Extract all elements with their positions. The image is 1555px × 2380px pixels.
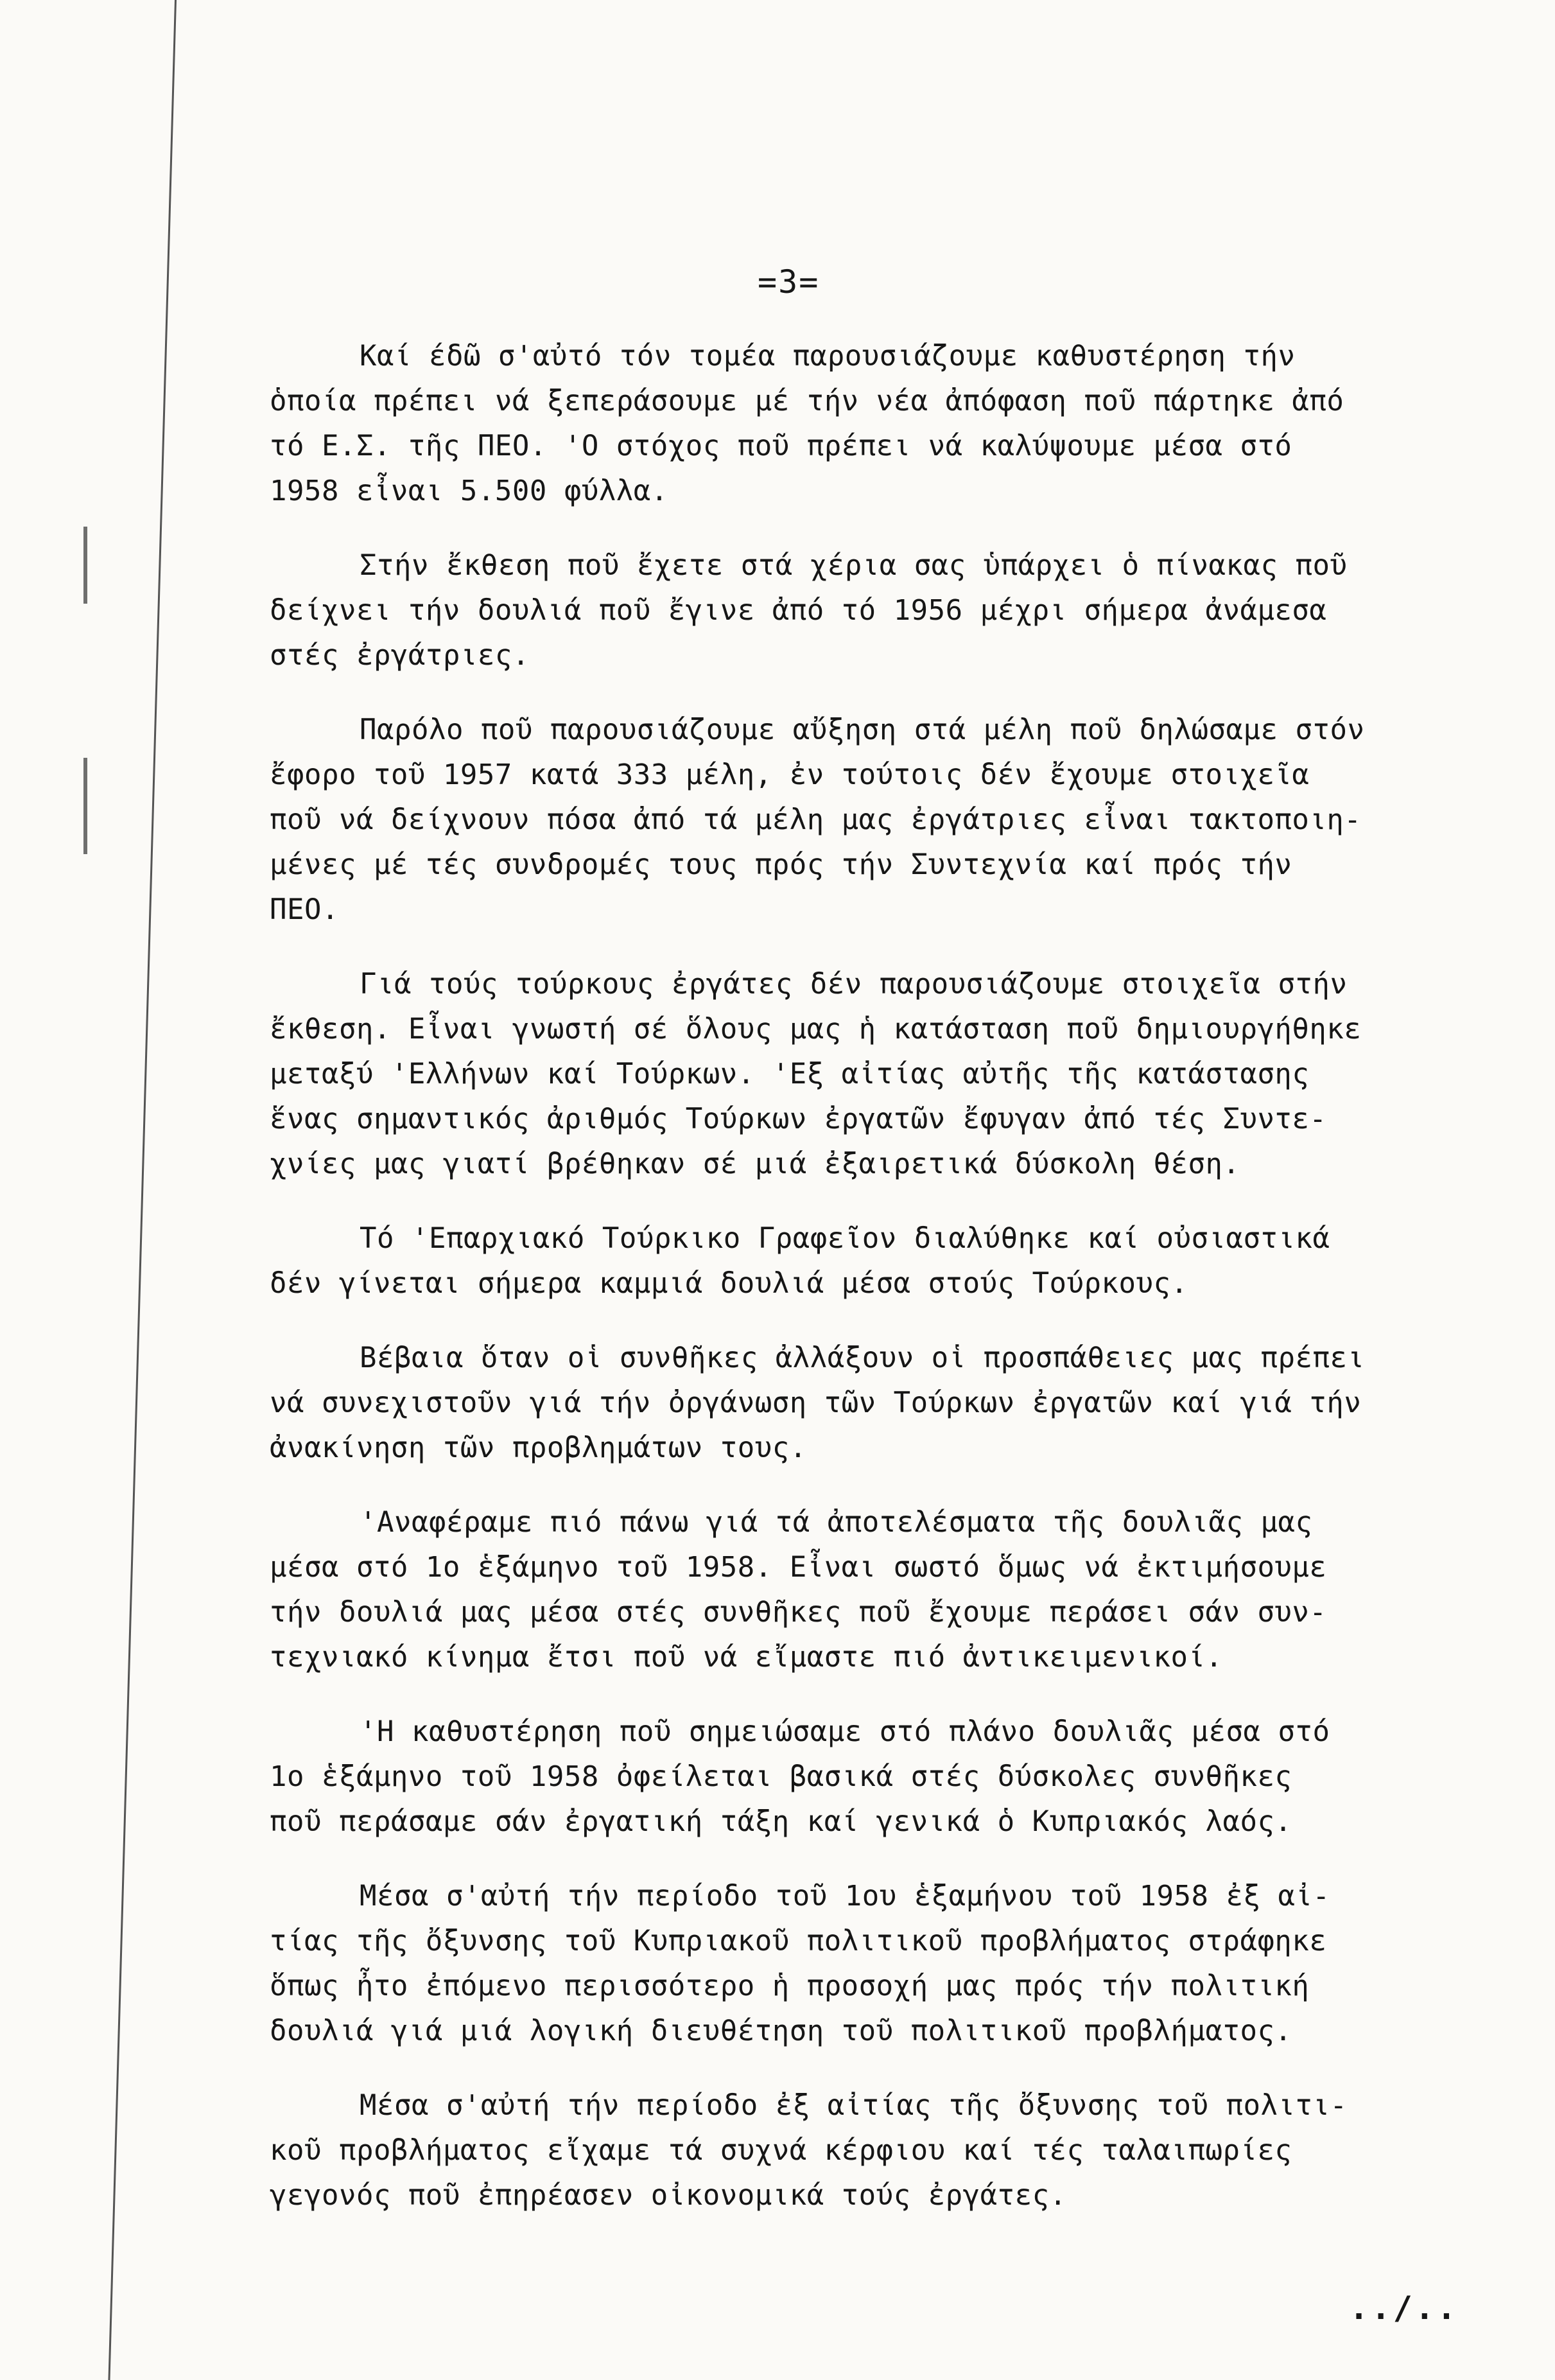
paragraph-6: Βέβαια ὅταν οἱ συνθῆκες ἀλλάξουν οἱ προσπάθειες μας πρέπει νά συνεχιστοῦν γιά τήν ὀργάνωση τῶν Τούρκων ἐργατῶν καί γιά τήν ἀνακίνηση τῶν προβλημάτων τους. — [270, 1342, 1365, 1464]
paragraph-1: Καί έδῶ σ'αὐτό τόν τομέα παρουσιάζουμε καθυστέρηση τήν ὁποία πρέπει νά ξεπεράσουμε μέ τήν νέα ἀπόφαση ποῦ πάρτηκε ἀπό τό Ε.Σ. τῆς ΠΕΟ. 'Ο στόχος ποῦ πρέπει νά καλύψουμε μέσα στό 1958 εἶναι 5.500 φύλλα. — [270, 340, 1344, 507]
paragraph-4: Γιά τούς τούρκους ἐργάτες δέν παρουσιάζουμε στοιχεῖα στήν ἔκθεση. Εἶναι γνωστή σέ ὅλους μας ἡ κατάσταση ποῦ δημιουργήθηκε μεταξύ 'Ελλήνων καί Τούρκων. 'Εξ αἰτίας αὐτῆς τῆς κατάστασης ἕνας σημαντικός ἀριθμός Τούρκων ἐργατῶν ἔφυγαν ἀπό τές Συντε- χνίες μας γιατί βρέθηκαν σέ μιά ἐξαιρετικά δύσκολη θέση. — [270, 968, 1362, 1180]
margin-rule-line — [108, 0, 177, 2380]
paragraph-9: Μέσα σ'αὐτή τήν περίοδο τοῦ 1ου ἑξαμήνου τοῦ 1958 ἐξ αἰ- τίας τῆς ὄξυνσης τοῦ Κυπριακοῦ πολιτικοῦ προβλήματος στράφηκε ὅπως ἦτο ἐπόμενο περισσότερο ἡ προσοχή μας πρός τήν πολιτική δουλιά γιά μιά λογική διευθέτηση τοῦ πολιτικοῦ προβλήματος. — [270, 1880, 1330, 2047]
paragraph-7: 'Αναφέραμε πιό πάνω γιά τά ἀποτελέσματα τῆς δουλιᾶς μας μέσα στό 1ο ἑξάμηνο τοῦ 1958. Εἶναι σωστό ὅμως νά ἐκτιμήσουμε τήν δουλιά μας μέσα στές συνθῆκες ποῦ ἔχουμε περάσει σάν συν- τεχνιακό κίνημα ἔτσι ποῦ νά εἴμαστε πιό ἀντικειμενικοί. — [270, 1506, 1327, 1674]
paragraph-8: 'Η καθυστέρηση ποῦ σημειώσαμε στό πλάνο δουλιᾶς μέσα στό 1ο ἑξάμηνο τοῦ 1958 ὀφείλεται βασικά στές δύσκολες συνθῆκες ποῦ περάσαμε σάν ἐργατική τάξη καί γενικά ὁ Κυπριακός λαός. — [270, 1715, 1330, 1838]
paragraph-2: Στήν ἔκθεση ποῦ ἔχετε στά χέρια σας ὑπάρχει ὁ πίνακας ποῦ δείχνει τήν δουλιά ποῦ ἔγινε ἀπό τό 1956 μέχρι σήμερα ἀνάμεσα στές ἐργάτριες. — [270, 549, 1348, 672]
page-number: =3= — [758, 263, 820, 301]
paragraph-3: Παρόλο ποῦ παρουσιάζουμε αὔξηση στά μέλη ποῦ δηλώσαμε στόν ἔφορο τοῦ 1957 κατά 333 μέλη, ἐν τούτοις δέν ἔχουμε στοιχεῖα ποῦ νά δείχνουν πόσα ἀπό τά μέλη μας ἐργάτριες εἶναι τακτοποιη- μένες μέ τές συνδρομές τους πρός τήν Συντεχνία καί πρός τήν ΠΕΟ. — [270, 713, 1365, 926]
margin-mark — [83, 758, 87, 854]
paragraph-10: Μέσα σ'αὐτή τήν περίοδο ἐξ αἰτίας τῆς ὄξυνσης τοῦ πολιτι- κοῦ προβλήματος εἴχαμε τά συχνά κέρφιου καί τές ταλαιπωρίες γεγονός ποῦ ἐπηρέασεν οἰκονομικά τούς ἐργάτες. — [270, 2089, 1348, 2212]
continuation-mark: ../.. — [1349, 2289, 1459, 2327]
document-body — [270, 334, 1502, 2248]
paragraph-5: Τό 'Επαρχιακό Τούρκικο Γραφεῖον διαλύθηκε καί οὐσιαστικά δέν γίνεται σήμερα καμμιά δουλιά μέσα στούς Τούρκους. — [270, 1222, 1330, 1300]
margin-mark — [83, 527, 87, 604]
